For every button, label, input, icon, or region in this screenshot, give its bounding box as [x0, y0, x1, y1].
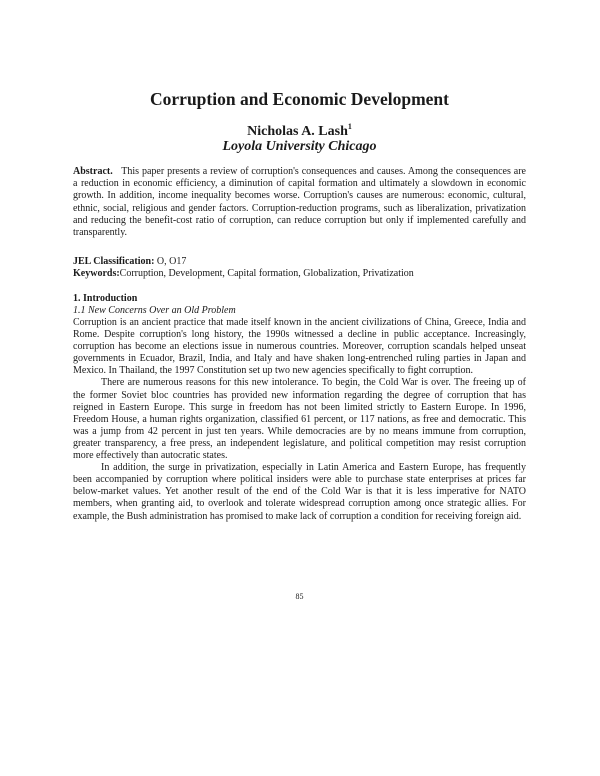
body-paragraph: There are numerous reasons for this new intolerance. To begin, the Cold War is over. The freeing up of the former Soviet bloc countries has provided new information regarding the degree of corruption that has reigned in Eastern Europe. This surge in freedom has not been limited strictly to Eastern Europe. In 1996, Freedom House, a human rights organization, classified 61 percent, or 117 nations, as free and democratic. This was a jump from 42 percent in just ten years. While democracies are by no means immune from corruption, greater transparency, a free press, an independent legislature, and political competition may resist corruption more effectively than autocratic states. — [73, 377, 526, 462]
keywords-label: Keywords: — [73, 268, 120, 279]
keywords — [73, 268, 526, 280]
author-affiliation: Loyola University Chicago — [222, 139, 377, 154]
subsection-heading: 1.1 New Concerns Over an Old Problem — [73, 305, 236, 316]
body-text — [73, 317, 526, 523]
abstract-text: This paper presents a review of corruption's consequences and causes. Among the consequences are a reduction in economic efficiency, a diminution of capital formation and ultimately a slowdown in economic growth. In addition, income inequality becomes worse. Corruption's causes are numerous: economic, cultural, ethnic, social, religious and gender factors. Corruption-reduction programs, such as liberalization, privatization and reducing the benefit-cost ratio of corruption, can reduce corruption but only if implemented carefully and transparently. — [73, 166, 526, 239]
page-number: 85 — [295, 592, 304, 601]
jel-classification — [73, 256, 526, 268]
section-heading: 1. Introduction — [73, 293, 138, 304]
author-footnote-mark: 1 — [347, 122, 352, 131]
body-paragraph: In addition, the surge in privatization, especially in Latin America and Eastern Europe, has frequently been accompanied by corruption where political insiders were able to purchase state enterprises at prices far below-market values. Yet another result of the end of the Cold War is that it is less imperative for NATO members, when granting aid, to overlook and tolerate widespread corruption among once strategic allies. For example, the Bush administration has promised to make lack of corruption a condition for receiving foreign aid. — [73, 462, 526, 522]
author-name: Nicholas A. Lash — [247, 124, 348, 139]
abstract-label: Abstract. — [73, 166, 113, 177]
paper-title: Corruption and Economic Development — [150, 89, 449, 109]
jel-label: JEL Classification: — [73, 256, 155, 267]
jel-value: O, O17 — [154, 256, 187, 267]
body-paragraph: Corruption is an ancient practice that made itself known in the ancient civilizations of China, Greece, India and Rome. Despite corruption's long history, the 1990s witnessed a decline in public acceptance. Increasingly, corruption has become an elections issue in numerous countries. Moreover, corruption scandals helped unseat governments in Ecuador, Brazil, India, and Italy and have shaken long-entrenched ruling parties in Japan and Mexico. In Thailand, the 1997 Constitution set up two new agencies specifically to fight corruption. — [73, 317, 526, 377]
abstract — [73, 166, 526, 239]
author-line — [73, 122, 526, 140]
keywords-value: Corruption, Development, Capital formation, Globalization, Privatization — [119, 268, 414, 279]
